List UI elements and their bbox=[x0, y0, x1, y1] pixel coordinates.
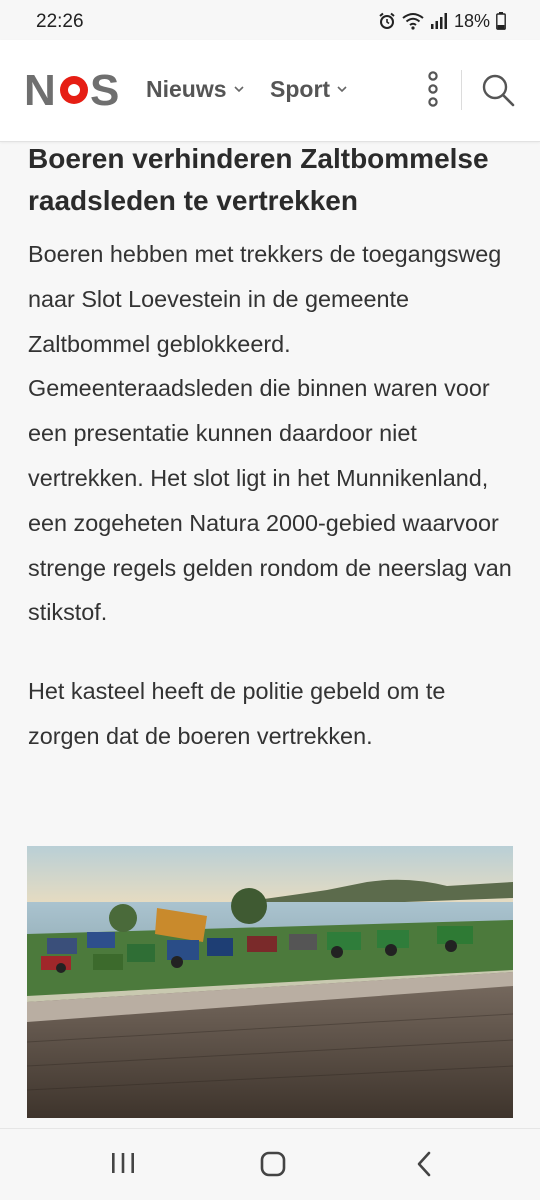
article-paragraph: Boeren hebben met trekkers de toegangsweg naar Slot Loevestein in de gemeente Zaltbommel geblokkeerd. Gemeenteraadsleden die binnen waren voor een presentatie kunnen daardoor niet vertrekken. Het slot ligt in het Munnikenland, een zogeheten Natura 2000-gebied waarvoor strenge regels gelden rondom de neerslag van stikstof. bbox=[28, 241, 512, 626]
nos-logo[interactable] bbox=[24, 70, 124, 110]
chevron-down-icon bbox=[233, 83, 245, 95]
nav-nieuws-label: Nieuws bbox=[146, 75, 227, 102]
article-photo bbox=[27, 846, 513, 1118]
status-icons bbox=[378, 10, 506, 32]
battery-percent: 18% bbox=[453, 10, 490, 31]
wifi-icon bbox=[402, 12, 424, 30]
article bbox=[28, 140, 516, 759]
svg-text:S: S bbox=[90, 70, 120, 110]
signal-icon bbox=[430, 12, 448, 30]
svg-text:N: N bbox=[24, 70, 54, 110]
status-time: 22:26 bbox=[36, 11, 84, 32]
system-nav-bar bbox=[0, 1128, 540, 1200]
search-icon[interactable] bbox=[480, 72, 516, 108]
nav-sport-label: Sport bbox=[270, 75, 331, 102]
home-icon[interactable] bbox=[260, 1151, 286, 1177]
chevron-down-icon bbox=[336, 83, 348, 95]
article-headline: Boeren verhinderen Zaltbommelse raadsleden te vertrekken bbox=[28, 143, 489, 216]
article-paragraph: Het kasteel heeft de politie gebeld om te zorgen dat de boeren vertrekken. bbox=[28, 678, 446, 749]
status-bar bbox=[0, 0, 540, 40]
recent-apps-icon[interactable] bbox=[110, 1151, 136, 1175]
app-header bbox=[0, 40, 540, 142]
article-image[interactable] bbox=[27, 846, 513, 1118]
battery-icon bbox=[496, 12, 506, 30]
header-divider bbox=[461, 70, 462, 110]
nav-sport[interactable] bbox=[270, 74, 348, 104]
back-icon[interactable] bbox=[414, 1151, 434, 1177]
more-vertical-icon[interactable] bbox=[421, 70, 445, 110]
nav-nieuws[interactable] bbox=[146, 74, 245, 104]
alarm-icon bbox=[378, 12, 396, 30]
